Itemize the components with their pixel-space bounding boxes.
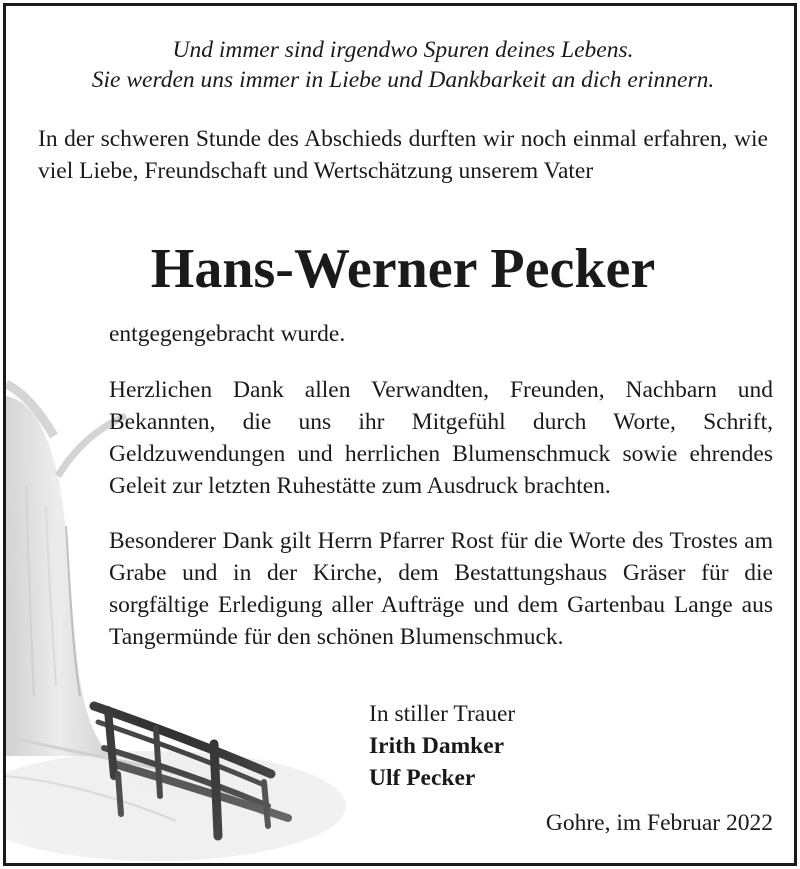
signature-name-1: Irith Damker: [369, 733, 505, 759]
thanks-paragraph-1: Herzlichen Dank allen Verwandten, Freunden, Nachbarn und Bekannten, die uns ihr Mitgefühl durch Worte, Schrift, Geldzuwendungen und herrlichen Blumenschmuck sowie ehrendes Geleit zur letzten Ruhestätte zum Ausdruck brachten.: [109, 377, 773, 499]
deceased-name: Hans-Werner Pecker: [150, 238, 656, 300]
thanks-paragraph-2: Besonderer Dank gilt Herrn Pfarrer Rost für die Worte des Trostes am Grabe und in der Kirche, dem Bestattungshaus Gräser für die sorgfältige Erledigung aller Aufträge und dem Gartenbau Lange aus Tangermünde für den schönen Blumenschmuck.: [109, 528, 773, 650]
after-name-text: entgegengebracht wurde.: [109, 321, 346, 347]
place-and-date: Gohre, im Februar 2022: [545, 810, 773, 836]
motto-line-2: Sie werden uns immer in Liebe und Dankbarkeit an dich erinnern.: [91, 67, 715, 93]
signature-block: [369, 698, 515, 794]
motto-quote: [6, 35, 797, 95]
signature-name-2: Ulf Pecker: [369, 765, 476, 791]
obituary-notice: [3, 3, 797, 866]
signature-intro: In stiller Trauer: [369, 701, 516, 727]
motto-line-1: Und immer sind irgendwo Spuren deines Lebens.: [172, 37, 634, 63]
intro-paragraph: In der schweren Stunde des Abschieds durften wir noch einmal erfahren, wie viel Liebe, Freundschaft und Wertschätzung unserem Vater: [38, 126, 768, 184]
